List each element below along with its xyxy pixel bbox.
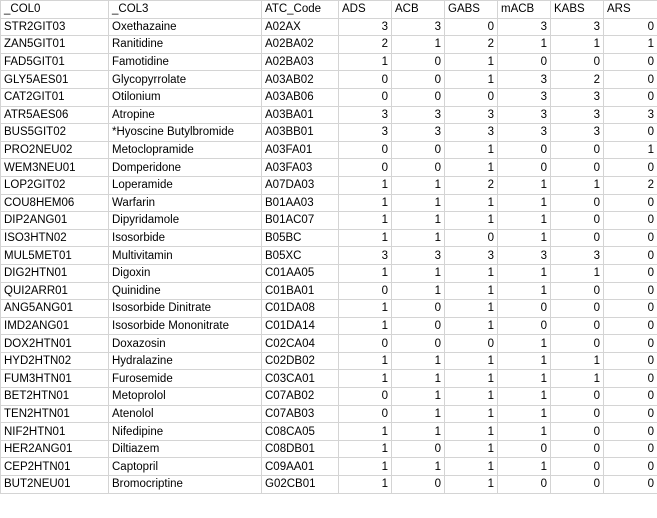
table-row — [1, 194, 657, 212]
table-cell[interactable]: B05BC — [262, 229, 339, 247]
table-cell[interactable]: 0 — [604, 476, 657, 494]
table-cell[interactable]: 3 — [551, 106, 604, 124]
table-cell[interactable]: 0 — [551, 194, 604, 212]
table-cell[interactable]: 0 — [604, 18, 657, 36]
column-header[interactable]: ARS — [604, 1, 657, 19]
table-cell[interactable]: 3 — [604, 106, 657, 124]
table-cell[interactable]: 0 — [604, 88, 657, 106]
table-cell[interactable]: 1 — [445, 71, 498, 89]
table-cell[interactable]: 1 — [392, 370, 445, 388]
table-cell[interactable]: 0 — [392, 440, 445, 458]
column-header[interactable]: ADS — [339, 1, 392, 19]
table-cell[interactable]: 2 — [445, 176, 498, 194]
table-cell[interactable]: 1 — [498, 352, 551, 370]
table-row — [1, 476, 657, 494]
table-row — [1, 212, 657, 230]
table-cell[interactable]: 1 — [551, 370, 604, 388]
table-row — [1, 300, 657, 318]
table-row — [1, 229, 657, 247]
table-cell[interactable]: DOX2HTN01 — [1, 335, 109, 353]
table-cell[interactable]: Metoclopramide — [109, 141, 262, 159]
table-cell[interactable]: Isosorbide Mononitrate — [109, 317, 262, 335]
table-cell[interactable]: 0 — [498, 159, 551, 177]
table-cell[interactable]: ANG5ANG01 — [1, 300, 109, 318]
table-cell[interactable]: 0 — [498, 440, 551, 458]
table-cell[interactable]: GLY5AES01 — [1, 71, 109, 89]
table-cell[interactable]: 0 — [604, 370, 657, 388]
table-cell[interactable]: 1 — [339, 317, 392, 335]
table-cell[interactable]: 2 — [339, 36, 392, 54]
table-cell[interactable]: 1 — [339, 440, 392, 458]
table-cell[interactable]: C01AA05 — [262, 264, 339, 282]
table-cell[interactable]: 3 — [551, 247, 604, 265]
table-cell[interactable]: 1 — [551, 264, 604, 282]
table-row — [1, 141, 657, 159]
table-cell[interactable]: 1 — [392, 282, 445, 300]
table-cell[interactable]: 0 — [392, 159, 445, 177]
table-cell[interactable]: ZAN5GIT01 — [1, 36, 109, 54]
table-row — [1, 106, 657, 124]
table-cell[interactable]: 1 — [445, 141, 498, 159]
table-cell[interactable]: Dipyridamole — [109, 212, 262, 230]
table-row — [1, 18, 657, 36]
table-cell[interactable]: 1 — [445, 159, 498, 177]
table-cell[interactable]: 1 — [445, 53, 498, 71]
table-cell[interactable]: 1 — [445, 458, 498, 476]
table-cell[interactable]: 3 — [339, 106, 392, 124]
table-cell[interactable]: 0 — [551, 317, 604, 335]
table-cell[interactable]: PRO2NEU02 — [1, 141, 109, 159]
table-cell[interactable]: 0 — [551, 282, 604, 300]
table-cell[interactable]: 1 — [445, 423, 498, 441]
table-cell[interactable]: STR2GIT03 — [1, 18, 109, 36]
table-row — [1, 176, 657, 194]
table-row — [1, 53, 657, 71]
table-cell[interactable]: 0 — [604, 264, 657, 282]
table-cell[interactable]: 0 — [339, 388, 392, 406]
table-cell[interactable]: 1 — [445, 212, 498, 230]
table-cell[interactable]: 0 — [604, 335, 657, 353]
table-cell[interactable]: 1 — [498, 264, 551, 282]
table-row — [1, 71, 657, 89]
table-cell[interactable]: A02AX — [262, 18, 339, 36]
table-cell[interactable]: C09AA01 — [262, 458, 339, 476]
table-cell[interactable]: Oxethazaine — [109, 18, 262, 36]
table-cell[interactable]: Multivitamin — [109, 247, 262, 265]
table-cell[interactable]: 0 — [551, 476, 604, 494]
column-header[interactable]: ATC_Code — [262, 1, 339, 19]
table-cell[interactable]: 1 — [339, 352, 392, 370]
table-cell[interactable]: 0 — [339, 141, 392, 159]
table-cell[interactable]: 1 — [551, 36, 604, 54]
table-cell[interactable]: 1 — [339, 176, 392, 194]
table-cell[interactable]: 1 — [392, 405, 445, 423]
table-cell[interactable]: A03FA03 — [262, 159, 339, 177]
table-cell[interactable]: 1 — [392, 264, 445, 282]
table-cell[interactable]: 3 — [392, 124, 445, 142]
table-cell[interactable]: 0 — [339, 159, 392, 177]
table-row — [1, 88, 657, 106]
table-cell[interactable]: 3 — [551, 18, 604, 36]
table-cell[interactable]: Loperamide — [109, 176, 262, 194]
table-cell[interactable]: 1 — [392, 212, 445, 230]
table-cell[interactable]: 3 — [392, 247, 445, 265]
table-cell[interactable]: 1 — [498, 423, 551, 441]
table-cell[interactable]: C08DB01 — [262, 440, 339, 458]
table-cell[interactable]: G02CB01 — [262, 476, 339, 494]
table-cell[interactable]: 1 — [445, 476, 498, 494]
table-row — [1, 352, 657, 370]
table-cell[interactable]: 3 — [339, 247, 392, 265]
table-cell[interactable]: 0 — [339, 88, 392, 106]
table-cell[interactable]: ATR5AES06 — [1, 106, 109, 124]
table-cell[interactable]: 0 — [392, 141, 445, 159]
table-cell[interactable]: B01AC07 — [262, 212, 339, 230]
table-row — [1, 335, 657, 353]
table-cell[interactable]: 1 — [339, 300, 392, 318]
table-cell[interactable]: 0 — [498, 476, 551, 494]
table-cell[interactable]: 1 — [445, 440, 498, 458]
table-cell[interactable]: C01DA08 — [262, 300, 339, 318]
column-header[interactable]: KABS — [551, 1, 604, 19]
table-cell[interactable]: Digoxin — [109, 264, 262, 282]
table-cell[interactable]: 3 — [339, 124, 392, 142]
table-cell[interactable]: A02BA02 — [262, 36, 339, 54]
column-header[interactable]: mACB — [498, 1, 551, 19]
table-cell[interactable]: A03FA01 — [262, 141, 339, 159]
table-cell[interactable]: 3 — [445, 106, 498, 124]
table-cell[interactable]: B05XC — [262, 247, 339, 265]
table-row — [1, 282, 657, 300]
table-cell[interactable]: IMD2ANG01 — [1, 317, 109, 335]
table-cell[interactable]: MUL5MET01 — [1, 247, 109, 265]
table-cell[interactable]: 0 — [551, 229, 604, 247]
table-cell[interactable]: 1 — [339, 264, 392, 282]
table-cell[interactable]: 0 — [551, 388, 604, 406]
table-cell[interactable]: 1 — [392, 229, 445, 247]
table-cell[interactable]: 3 — [498, 106, 551, 124]
table-cell[interactable]: Isosorbide — [109, 229, 262, 247]
table-cell[interactable]: DIG2HTN01 — [1, 264, 109, 282]
table-cell[interactable]: 1 — [604, 36, 657, 54]
table-cell[interactable]: 1 — [498, 36, 551, 54]
table-cell[interactable]: 1 — [445, 317, 498, 335]
table-cell[interactable]: 0 — [498, 53, 551, 71]
table-body — [1, 18, 657, 493]
table-row — [1, 388, 657, 406]
table-cell[interactable]: 0 — [445, 335, 498, 353]
table-cell[interactable]: Doxazosin — [109, 335, 262, 353]
table-cell[interactable]: 3 — [339, 18, 392, 36]
table-cell[interactable]: 0 — [392, 71, 445, 89]
table-cell[interactable]: 1 — [392, 458, 445, 476]
table-cell[interactable]: C02CA04 — [262, 335, 339, 353]
table-cell[interactable]: C07AB03 — [262, 405, 339, 423]
table-cell[interactable]: C08CA05 — [262, 423, 339, 441]
table-cell[interactable]: 0 — [339, 282, 392, 300]
table-cell[interactable]: Quinidine — [109, 282, 262, 300]
table-cell[interactable]: 1 — [498, 282, 551, 300]
column-header[interactable]: ACB — [392, 1, 445, 19]
table-cell[interactable]: TEN2HTN01 — [1, 405, 109, 423]
table-cell[interactable]: Famotidine — [109, 53, 262, 71]
table-cell[interactable]: 0 — [604, 229, 657, 247]
table-cell[interactable]: 3 — [498, 18, 551, 36]
table-cell[interactable]: 0 — [551, 53, 604, 71]
table-cell[interactable]: 0 — [551, 458, 604, 476]
table-cell[interactable]: 0 — [604, 124, 657, 142]
table-cell[interactable]: 0 — [604, 440, 657, 458]
table-cell[interactable]: 3 — [498, 88, 551, 106]
table-row — [1, 264, 657, 282]
table-cell[interactable]: 3 — [498, 71, 551, 89]
table-cell[interactable]: 1 — [498, 370, 551, 388]
table-cell[interactable]: 0 — [392, 53, 445, 71]
table-cell[interactable]: 0 — [604, 388, 657, 406]
table-cell[interactable]: 1 — [392, 388, 445, 406]
table-cell[interactable]: 0 — [604, 458, 657, 476]
table-cell[interactable]: 0 — [498, 300, 551, 318]
table-cell[interactable]: NIF2HTN01 — [1, 423, 109, 441]
table-cell[interactable]: HYD2HTN02 — [1, 352, 109, 370]
table-cell[interactable]: 1 — [392, 352, 445, 370]
table-cell[interactable]: 1 — [498, 388, 551, 406]
table-cell[interactable]: 0 — [604, 53, 657, 71]
table-cell[interactable]: 0 — [498, 141, 551, 159]
table-cell[interactable]: 1 — [498, 458, 551, 476]
table-cell[interactable]: 1 — [551, 352, 604, 370]
table-cell[interactable]: 0 — [392, 317, 445, 335]
table-cell[interactable]: C07AB02 — [262, 388, 339, 406]
table-cell[interactable]: Captopril — [109, 458, 262, 476]
table-cell[interactable]: 0 — [551, 405, 604, 423]
table-cell[interactable]: 1 — [339, 370, 392, 388]
table-cell[interactable]: 1 — [445, 300, 498, 318]
table-cell[interactable]: 0 — [392, 335, 445, 353]
table-cell[interactable]: A03BB01 — [262, 124, 339, 142]
table-cell[interactable]: Atropine — [109, 106, 262, 124]
table-row — [1, 317, 657, 335]
table-cell[interactable]: 1 — [445, 370, 498, 388]
table-cell[interactable]: 0 — [551, 440, 604, 458]
table-cell[interactable]: C01BA01 — [262, 282, 339, 300]
table-cell[interactable]: 0 — [551, 159, 604, 177]
table-cell[interactable]: BET2HTN01 — [1, 388, 109, 406]
table-cell[interactable]: 0 — [339, 71, 392, 89]
table-cell[interactable]: 3 — [445, 124, 498, 142]
table-cell[interactable]: A03AB06 — [262, 88, 339, 106]
table-row — [1, 458, 657, 476]
table-cell[interactable]: 0 — [551, 212, 604, 230]
table-cell[interactable]: 1 — [392, 194, 445, 212]
table-cell[interactable]: 0 — [551, 335, 604, 353]
table-cell[interactable]: 0 — [551, 141, 604, 159]
table-cell[interactable]: 3 — [445, 247, 498, 265]
table-cell[interactable]: 3 — [551, 88, 604, 106]
table-cell[interactable]: C01DA14 — [262, 317, 339, 335]
table-cell[interactable]: 0 — [604, 247, 657, 265]
table-cell[interactable]: A03BA01 — [262, 106, 339, 124]
table-cell[interactable]: 1 — [445, 264, 498, 282]
table-cell[interactable]: LOP2GIT02 — [1, 176, 109, 194]
table-cell[interactable]: 0 — [445, 88, 498, 106]
table-cell[interactable]: C03CA01 — [262, 370, 339, 388]
table-cell[interactable]: 3 — [392, 106, 445, 124]
table-row — [1, 405, 657, 423]
table-cell[interactable]: 1 — [551, 176, 604, 194]
table-cell[interactable]: 2 — [604, 176, 657, 194]
table-cell[interactable]: 1 — [498, 212, 551, 230]
table-cell[interactable]: 0 — [604, 405, 657, 423]
table-cell[interactable]: *Hyoscine Butylbromide — [109, 124, 262, 142]
column-header[interactable]: _COL3 — [109, 1, 262, 19]
table-cell[interactable]: Furosemide — [109, 370, 262, 388]
table-cell[interactable]: Nifedipine — [109, 423, 262, 441]
table-cell[interactable]: 1 — [392, 36, 445, 54]
header-row — [1, 1, 657, 19]
table-row — [1, 159, 657, 177]
table-cell[interactable]: 3 — [498, 124, 551, 142]
table-cell[interactable]: Glycopyrrolate — [109, 71, 262, 89]
table-cell[interactable]: 1 — [339, 476, 392, 494]
table-cell[interactable]: 1 — [392, 176, 445, 194]
table-cell[interactable]: 1 — [498, 194, 551, 212]
table-cell[interactable]: 0 — [392, 88, 445, 106]
table-cell[interactable]: 0 — [604, 423, 657, 441]
table-cell[interactable]: 0 — [604, 317, 657, 335]
table-cell[interactable]: 0 — [604, 71, 657, 89]
table-cell[interactable]: Atenolol — [109, 405, 262, 423]
table-cell[interactable]: 1 — [445, 352, 498, 370]
table-cell[interactable]: 1 — [445, 388, 498, 406]
table-cell[interactable]: CEP2HTN01 — [1, 458, 109, 476]
table-cell[interactable]: 1 — [392, 423, 445, 441]
table-cell[interactable]: 3 — [392, 18, 445, 36]
table-cell[interactable]: 0 — [604, 159, 657, 177]
table-cell[interactable]: 1 — [339, 53, 392, 71]
table-cell[interactable]: 0 — [551, 300, 604, 318]
table-cell[interactable]: 1 — [498, 229, 551, 247]
table-row — [1, 247, 657, 265]
table-cell[interactable]: 2 — [445, 36, 498, 54]
column-header[interactable]: GABS — [445, 1, 498, 19]
table-cell[interactable]: 0 — [498, 317, 551, 335]
table-cell[interactable]: 2 — [551, 71, 604, 89]
table-cell[interactable]: 0 — [604, 282, 657, 300]
table-cell[interactable]: 0 — [551, 423, 604, 441]
table-cell[interactable]: 0 — [392, 476, 445, 494]
table-cell[interactable]: COU8HEM06 — [1, 194, 109, 212]
table-cell[interactable]: Diltiazem — [109, 440, 262, 458]
table-cell[interactable]: 0 — [604, 352, 657, 370]
table-cell[interactable]: Isosorbide Dinitrate — [109, 300, 262, 318]
table-cell[interactable]: Otilonium — [109, 88, 262, 106]
table-cell[interactable]: 0 — [604, 212, 657, 230]
table-cell[interactable]: 1 — [498, 176, 551, 194]
table-cell[interactable]: Domperidone — [109, 159, 262, 177]
table-cell[interactable]: FUM3HTN01 — [1, 370, 109, 388]
table-cell[interactable]: Hydralazine — [109, 352, 262, 370]
table-cell[interactable]: DIP2ANG01 — [1, 212, 109, 230]
table-cell[interactable]: Warfarin — [109, 194, 262, 212]
table-cell[interactable]: Bromocriptine — [109, 476, 262, 494]
table-cell[interactable]: WEM3NEU01 — [1, 159, 109, 177]
table-cell[interactable]: 1 — [339, 229, 392, 247]
table-cell[interactable]: 0 — [445, 18, 498, 36]
table-cell[interactable]: Ranitidine — [109, 36, 262, 54]
table-cell[interactable]: 1 — [445, 282, 498, 300]
table-cell[interactable]: B01AA03 — [262, 194, 339, 212]
table-row — [1, 423, 657, 441]
table-cell[interactable]: 1 — [445, 194, 498, 212]
table-cell[interactable]: HER2ANG01 — [1, 440, 109, 458]
table-cell[interactable]: 0 — [339, 335, 392, 353]
table-cell[interactable]: CAT2GIT01 — [1, 88, 109, 106]
table-row — [1, 124, 657, 142]
table-cell[interactable]: 0 — [339, 405, 392, 423]
table-cell[interactable]: 1 — [604, 141, 657, 159]
table-cell[interactable]: A07DA03 — [262, 176, 339, 194]
table-cell[interactable]: A02BA03 — [262, 53, 339, 71]
table-cell[interactable]: BUT2NEU01 — [1, 476, 109, 494]
table-cell[interactable]: 0 — [604, 300, 657, 318]
table-cell[interactable]: 1 — [339, 423, 392, 441]
table-cell[interactable]: ISO3HTN02 — [1, 229, 109, 247]
table-cell[interactable]: A03AB02 — [262, 71, 339, 89]
table-cell[interactable]: FAD5GIT01 — [1, 53, 109, 71]
table-cell[interactable]: 1 — [498, 335, 551, 353]
table-cell[interactable]: 1 — [339, 458, 392, 476]
table-cell[interactable]: 1 — [445, 405, 498, 423]
column-header[interactable]: _COL0 — [1, 1, 109, 19]
table-cell[interactable]: 3 — [551, 124, 604, 142]
table-cell[interactable]: 0 — [445, 229, 498, 247]
table-cell[interactable]: BUS5GIT02 — [1, 124, 109, 142]
table-cell[interactable]: Metoprolol — [109, 388, 262, 406]
table-cell[interactable]: 0 — [604, 194, 657, 212]
table-cell[interactable]: 1 — [498, 405, 551, 423]
table-cell[interactable]: QUI2ARR01 — [1, 282, 109, 300]
table-cell[interactable]: 0 — [392, 300, 445, 318]
table-row — [1, 440, 657, 458]
table-cell[interactable]: 1 — [339, 194, 392, 212]
table-cell[interactable]: C02DB02 — [262, 352, 339, 370]
table-cell[interactable]: 1 — [339, 212, 392, 230]
table-row — [1, 36, 657, 54]
table-cell[interactable]: 3 — [498, 247, 551, 265]
table-row — [1, 370, 657, 388]
